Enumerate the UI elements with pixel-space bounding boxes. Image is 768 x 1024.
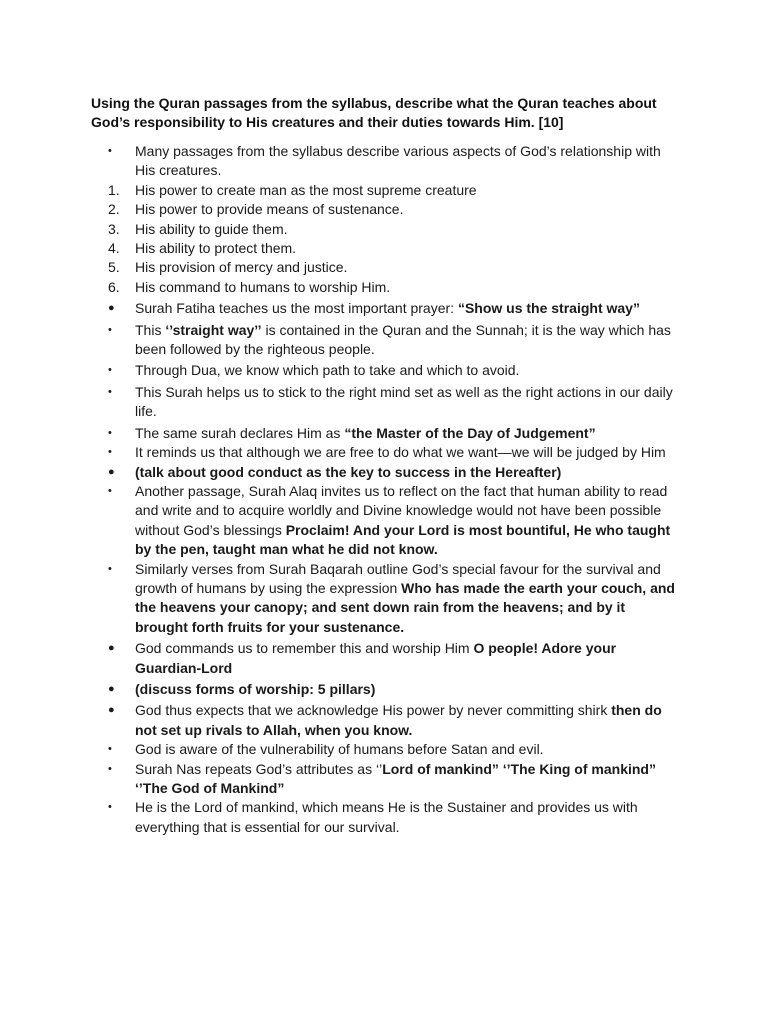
number-marker: 3. xyxy=(108,220,120,237)
list-item xyxy=(0,383,675,422)
item-text-bold: “Show us the straight way” xyxy=(457,300,640,317)
list-item xyxy=(0,424,675,443)
item-text: This Surah helps us to stick to the right mind set as well as the right actions in our daily life. xyxy=(135,383,673,420)
item-text-bold: Proclaim! And your Lord is most bountiful, He who taught by the pen, taught man what he did not know. xyxy=(135,521,671,558)
bullet-marker: • xyxy=(108,762,112,775)
list-item xyxy=(0,760,675,799)
list-item xyxy=(0,560,675,638)
item-text: Similarly verses from Surah Baqarah outline God’s special favour for the survival and growth of humans by using the expression xyxy=(135,560,661,596)
number-marker: 4. xyxy=(108,240,120,257)
item-text: His ability to guide them. xyxy=(135,220,288,237)
number-marker: 6. xyxy=(108,278,120,295)
list-item xyxy=(0,142,675,181)
item-text: This xyxy=(135,321,166,338)
item-text-bold: “the Master of the Day of Judgement” xyxy=(344,424,596,441)
list-item xyxy=(0,798,675,837)
list-item xyxy=(0,443,675,462)
item-text: God commands us to remember this and worship Him xyxy=(135,640,474,657)
item-text: His command to humans to worship Him. xyxy=(135,278,391,295)
list-item xyxy=(0,258,675,277)
answer-list xyxy=(0,142,768,837)
bullet-marker: ● xyxy=(108,682,115,695)
list-item xyxy=(0,181,675,200)
bullet-marker: • xyxy=(108,364,112,377)
number-marker: 1. xyxy=(108,181,120,198)
item-text: Another passage, Surah Alaq invites us to reflect on the fact that human ability to read and write and to acquire worldly and Divine knowledge would not have been possible without God’s blessings xyxy=(135,482,668,538)
bullet-marker: ● xyxy=(108,302,115,315)
bullet-marker: • xyxy=(108,323,112,336)
item-text-bold: Lord of mankind” ‘’The King of mankind” ‘’The God of Mankind” xyxy=(135,760,656,796)
item-text-bold: then do not set up rivals to Allah, when you know. xyxy=(135,702,662,738)
item-text: He is the Lord of mankind, which means He is the Sustainer and provides us with everything that is essential for our survival. xyxy=(135,799,638,835)
list-item xyxy=(0,740,675,759)
bullet-marker: • xyxy=(108,484,112,497)
item-text: Through Dua, we know which path to take and which to avoid. xyxy=(135,362,520,379)
list-item xyxy=(0,220,675,239)
bullet-marker: ● xyxy=(108,642,115,655)
item-text-bold: Who has made the earth your couch, and the heavens your canopy; and sent down rain from the heavens; and by it brought forth fruits for your sustenance. xyxy=(135,579,675,635)
item-text: Surah Nas repeats God’s attributes as ‘’ xyxy=(135,760,383,777)
item-text: Surah Fatiha teaches us the most important prayer: xyxy=(135,300,458,317)
number-marker: 2. xyxy=(108,201,120,218)
item-text: His power to create man as the most supreme creature xyxy=(135,181,477,198)
item-text: is contained in the Quran and the Sunnah; it is the way which has been followed by the righteous people. xyxy=(135,321,671,358)
list-item xyxy=(0,278,675,297)
item-text: His ability to protect them. xyxy=(135,240,297,257)
bullet-marker: • xyxy=(108,743,112,756)
question-heading: Using the Quran passages from the syllabus, describe what the Quran teaches about God’s responsibility to His creatures and their duties towards Him. [10] xyxy=(91,95,657,130)
bullet-marker: • xyxy=(108,145,112,157)
item-text-bold: (discuss forms of worship: 5 pillars) xyxy=(135,680,376,697)
number-marker: 5. xyxy=(108,259,120,276)
bullet-marker: ● xyxy=(108,465,115,478)
item-text: God thus expects that we acknowledge His power by never committing shirk xyxy=(135,702,612,719)
item-text: Many passages from the syllabus describe various aspects of God’s relationship with His creatures. xyxy=(135,143,661,179)
item-text-bold: ‘’straight way’’ xyxy=(165,321,262,338)
item-text: The same surah declares Him as xyxy=(135,424,345,441)
bullet-marker: • xyxy=(108,562,112,575)
list-item xyxy=(0,639,675,678)
list-item xyxy=(0,361,675,380)
list-item xyxy=(0,680,675,699)
list-item xyxy=(0,482,675,560)
item-text-bold: O people! Adore your Guardian-Lord xyxy=(135,640,617,676)
list-item xyxy=(0,463,675,482)
bullet-marker: ● xyxy=(108,704,115,717)
bullet-marker: • xyxy=(108,385,112,398)
list-item xyxy=(0,299,675,318)
bullet-marker: • xyxy=(108,446,112,459)
list-item xyxy=(0,239,675,258)
bullet-marker: • xyxy=(108,426,112,439)
item-text: It reminds us that although we are free to do what we want—we will be judged by Him xyxy=(135,444,666,461)
bullet-marker: • xyxy=(108,801,112,814)
item-text-bold: (talk about good conduct as the key to success in the Hereafter) xyxy=(135,463,562,480)
item-text: God is aware of the vulnerability of humans before Satan and evil. xyxy=(135,741,544,758)
item-text: His provision of mercy and justice. xyxy=(135,259,348,276)
item-text: His power to provide means of sustenance. xyxy=(135,201,404,218)
list-item xyxy=(0,701,675,740)
list-item xyxy=(0,200,675,219)
list-item xyxy=(0,321,675,360)
